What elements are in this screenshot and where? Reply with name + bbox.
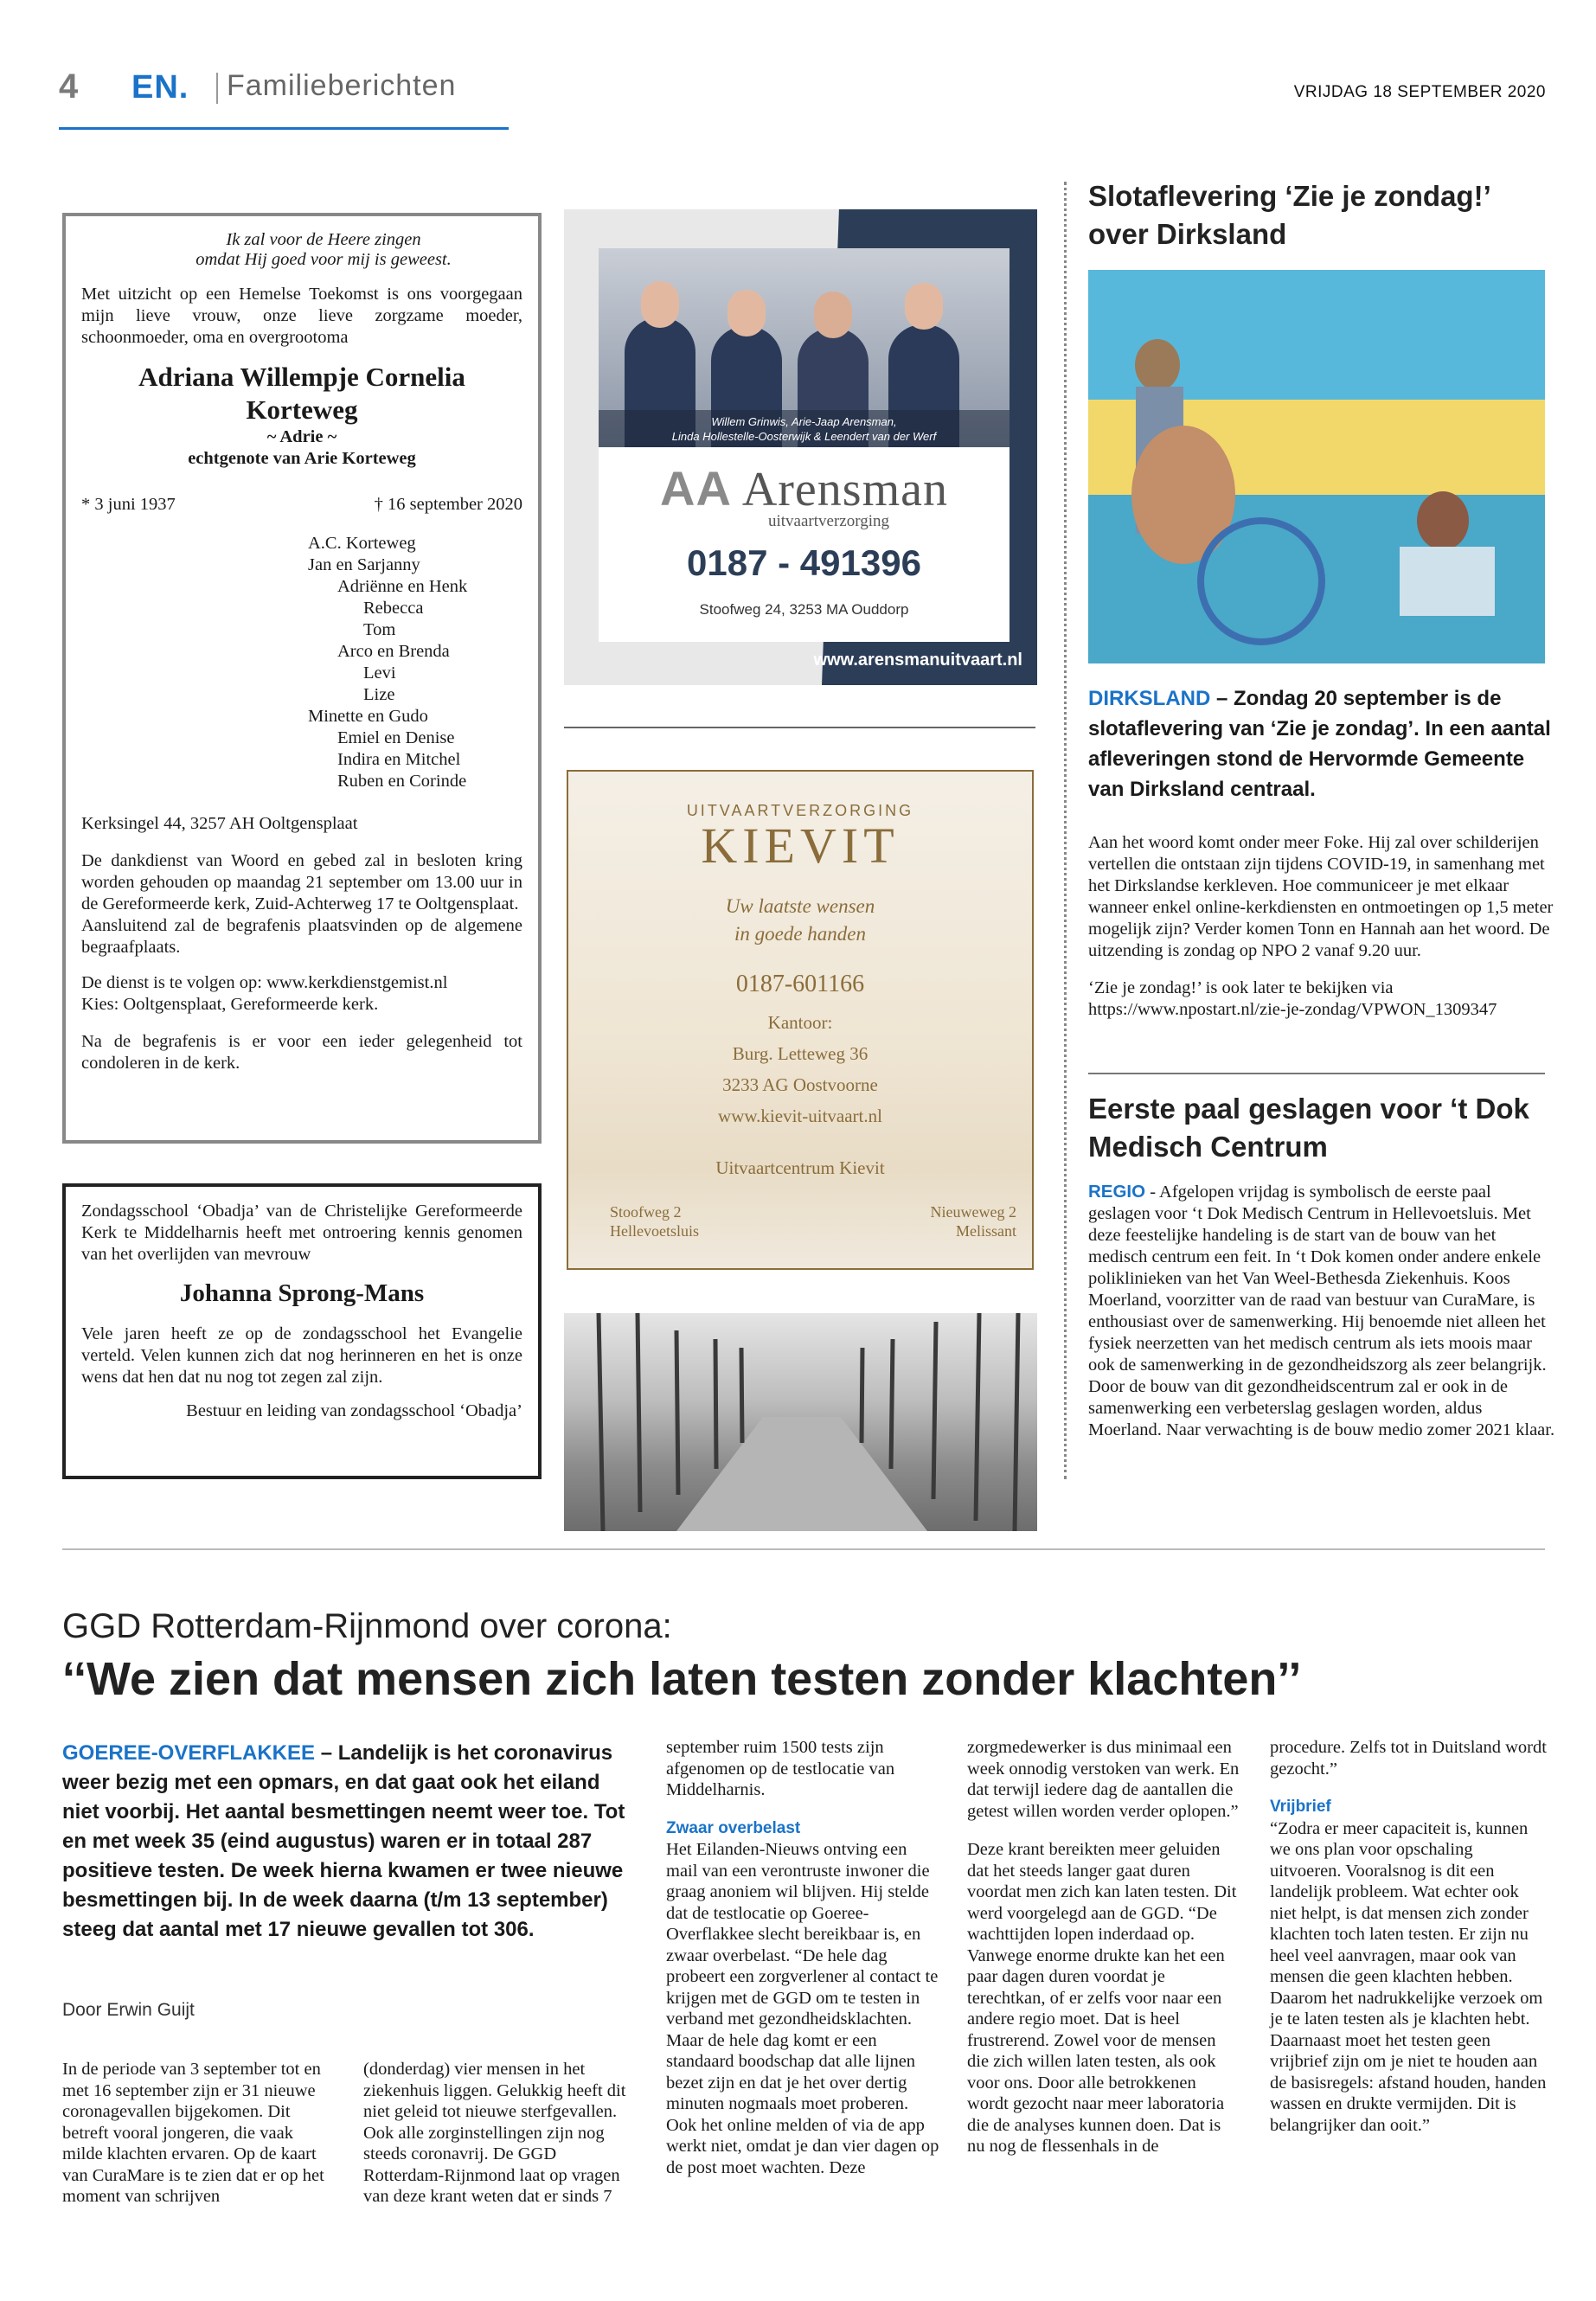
family-member: Emiel en Denise bbox=[337, 728, 455, 747]
article-body-dirksland bbox=[1088, 832, 1555, 1036]
notice2-body: Vele jaren heeft ze op de zondagsschool het Evangelie verteld. Velen kunnen zich dat nog herinneren en het is onze wens dat hen dat nu nog tot zegen zal zijn. bbox=[81, 1324, 522, 1387]
logo-text: Arensman bbox=[741, 463, 948, 516]
deceased-nickname: ~ Adrie ~ bbox=[266, 427, 337, 446]
notice-motto: Ik zal voor de Heere zingen omdat Hij goed voor mij is geweest. bbox=[195, 230, 452, 269]
ad-address: Stoofweg 24, 3253 MA Ouddorp bbox=[699, 601, 909, 618]
article-column-1: In de periode van 3 september tot en met 16 september zijn er 31 nieuwe coronagevallen bijgekomen. Dit betreft vooral jongeren, die vaak milde klachten ervaren. Op de kaart van CuraMare is te zien dat er op het moment van schrijven bbox=[62, 2060, 324, 2206]
article-rule bbox=[1088, 1073, 1545, 1074]
kievit-location-right: Nieuweweg 2 Melissant bbox=[930, 1203, 1016, 1240]
notice-burial: Aansluitend zal de begrafenis plaatsvinden op de algemene begraafplaats. bbox=[81, 916, 522, 957]
family-member: Ruben en Corinde bbox=[337, 772, 467, 791]
article-paragraph: ‘Zie je zondag!’ is ook later te bekijken via https://www.npostart.nl/zie-je-zondag/VPWON_1309347 bbox=[1088, 978, 1497, 1019]
family-list bbox=[308, 533, 522, 792]
byline: Door Erwin Guijt bbox=[62, 2000, 195, 2020]
dateline-dirksland: DIRKSLAND bbox=[1088, 687, 1211, 710]
person-head bbox=[905, 283, 943, 330]
article-lead-dirksland: DIRKSLAND – Zondag 20 september is de slotaflevering van ‘Zie je zondag’. In een aantal afleveringen stond de Hervormde Gemeente van Dirksland centraal. bbox=[1088, 687, 1551, 801]
painting-illustration bbox=[1088, 270, 1545, 663]
article-column-4: zorgmedewerker is dus minimaal een week onnodig verstoken van werk. En dat terwijl iedere dag de aantallen die getest willen worden verder oplopen.” Deze krant bereikten meer geluiden dat het steeds langer gaat duren voordat men zich kan laten testen. Dit werd voorgelegd aan de GGD. “De wachttijden lopen inderdaad op. Vanwege enorme drukte kan het een paar dagen duren voordat je terechtkan, of er zelfs voor naar een andere regio moet. Dat is heel frustrerend. Zowel voor de mensen die zich willen laten testen, als ook voor ons. Door alle betrokkenen wordt gezocht naar meer laboratoria die de analyses kunnen doen. Dat is nu nog de flessenhals in de bbox=[967, 1738, 1240, 2156]
kievit-location-left: Stoofweg 2 Hellevoetsluis bbox=[610, 1203, 699, 1240]
family-member: Levi bbox=[363, 663, 396, 683]
article-title-zie-je-zondag: Slotaflevering ‘Zie je zondag!’ over Dirksland bbox=[1088, 180, 1490, 250]
article-column-5: procedure. Zelfs tot in Duitsland wordt gezocht.” Vrijbrief “Zodra er meer capaciteit is, kunnen we ons plan voor opschaling uitvoeren. Vooralsnog is dit een landelijk probleem. Wat echter ook niet helpt, is dat mensen zich zonder klachten toch laten testen. Er zijn nu heel veel aanvragen, maar ook van mensen die geen klachten hebben. Daarom het nadrukkelijke verzoek om je te laten testen als je klachten hebt. Daarnaast moet het testen geen vrijbrief zijn om je niet te houden aan de basisregels: afstand houden, handen wassen en drukte vermijden. Dit is belangrijker dan ooit.” bbox=[1270, 1738, 1547, 2135]
painting-image bbox=[1088, 270, 1545, 663]
arensman-logo bbox=[599, 460, 1010, 517]
deceased-spouse: echtgenote van Arie Korteweg bbox=[188, 449, 416, 468]
person-head bbox=[641, 281, 679, 328]
family-member: Minette en Gudo bbox=[308, 707, 428, 726]
article-column-2: (donderdag) vier mensen in het ziekenhuis liggen. Gelukkig heeft dit niet geleid tot nieuwe sterfgevallen. Ook alle zorginstellingen zijn nog steeds coronavrij. De GGD Rotterdam-Rijnmond laat op vragen van deze krant weten dat er sinds 7 bbox=[363, 2060, 626, 2206]
person-head bbox=[727, 290, 766, 336]
notice-online: De dienst is te volgen op: www.kerkdienstgemist.nl bbox=[81, 973, 448, 992]
issue-date: VRIJDAG 18 SEPTEMBER 2020 bbox=[1293, 83, 1546, 101]
deceased-name: Adriana Willempje Cornelia Korteweg bbox=[138, 362, 465, 425]
family-member: Arco en Brenda bbox=[337, 642, 450, 661]
family-member: Jan en Sarjanny bbox=[308, 555, 420, 574]
forest-photo bbox=[564, 1313, 1037, 1531]
family-member: Adriënne en Henk bbox=[337, 577, 468, 596]
family-member: Rebecca bbox=[363, 599, 424, 618]
kievit-phone[interactable]: 0187-601166 bbox=[735, 971, 865, 997]
notice-online-choice: Kies: Ooltgensplaat, Gereformeerde kerk. bbox=[81, 995, 379, 1014]
notice2-signature: Bestuur en leiding van zondagsschool ‘Obadja’ bbox=[186, 1401, 522, 1420]
arensman-advertisement bbox=[564, 209, 1037, 685]
notice-intro: Met uitzicht op een Hemelse Toekomst is ons voorgegaan mijn lieve vrouw, onze lieve zorgzame moeder, schoonmoeder, oma en overgrootoma bbox=[81, 285, 522, 347]
death-date: † 16 september 2020 bbox=[374, 495, 522, 514]
subheading-vrijbrief: Vrijbrief bbox=[1270, 1798, 1331, 1816]
logo-subtitle: uitvaartverzorging bbox=[768, 512, 889, 530]
notice2-name: Johanna Sprong-Mans bbox=[179, 1279, 425, 1307]
header-rule bbox=[59, 127, 509, 130]
ad-phone[interactable]: 0187 - 491396 bbox=[687, 542, 921, 583]
subheading-zwaar-overbelast: Zwaar overbelast bbox=[666, 1818, 801, 1837]
kievit-office: Kantoor: Burg. Letteweg 36 3233 AG Oostvoorne www.kievit-uitvaart.nl bbox=[568, 1007, 1032, 1131]
birth-date: * 3 juni 1937 bbox=[81, 495, 176, 514]
article-body-t-dok: REGIO - Afgelopen vrijdag is symbolisch de eerste paal geslagen voor ‘t Dok Medisch Centrum in Hellevoetsluis. Met deze feestelijke handeling is de start van de bouw van het medisch centrum een feit. In ‘t Dok komen onder andere enkele poliklinieken van het Van Weel-Bethesda Ziekenhuis. Koos Moerland, voorzitter van de raad van bestuur van CuraMare, is enthousiast over de samenwerking. Hij benoemde niet alleen het fysiek neerzetten van het medisch centrum als iets moois maar ook de samenwerking in de gezondheidszorg als zeer belangrijk. Door de bouw van dit gezondheidscentrum zal er ook in de samenwerking een verbeterslag geslagen worden, aldus Moerland. Naar verwachting is de bouw medio zomer 2021 klaar. bbox=[1088, 1182, 1555, 1439]
notice-address: Kerksingel 44, 3257 AH Ooltgensplaat bbox=[81, 814, 358, 833]
family-member: Indira en Mitchel bbox=[337, 750, 461, 769]
dateline-goeree: GOEREE-OVERFLAKKEE bbox=[62, 1741, 316, 1765]
person-head bbox=[814, 292, 852, 338]
kievit-name: KIEVIT bbox=[701, 817, 900, 874]
section-rule bbox=[62, 1548, 1545, 1550]
family-member: A.C. Korteweg bbox=[308, 534, 416, 553]
column-divider bbox=[1064, 182, 1067, 1479]
article-column-3: september ruim 1500 tests zijn afgenomen op de testlocatie van Middelharnis. Zwaar overbelast Het Eilanden-Nieuws ontving een mail van een verontruste inwoner die graag anoniem wil blijven. Hij stelde dat de testlocatie op Goeree-Overflakkee slecht bereikbaar is, en zwaar overbelast. “De hele dag probeert een zorgverlener al contact te krijgen met de GGD om te testen in verband met gezondheidsklachten. Maar de hele dag komt er een standaard boodschap dat alle lijnen bezet zijn en dat je het over dertig minuten nogmaals moet proberen. Ook het online melden of via de app werkt niet, omdat je dan vier dagen op de post moet wachten. Deze bbox=[666, 1738, 939, 2177]
page-number: 4 bbox=[59, 67, 79, 106]
main-article-lead: GOEREE-OVERFLAKKEE – Landelijk is het coronavirus weer bezig met een opmars, en dat gaat ook het eiland niet voorbij. Het aantal besmettingen neemt weer toe. Tot en met week 35 (eind augustus) waren er in totaal 287 positieve testen. De week hierna kwamen er twee nieuwe besmettingen bij. In de week daarna (t/m 13 september) steeg dat aantal met 17 nieuwe gevallen tot 306. bbox=[62, 1741, 625, 1941]
notice-service: De dankdienst van Woord en gebed zal in besloten kring worden gehouden op maandag 21 september om 13.00 uur in de Gereformeerde kerk, Zuid-Achterweg 17 te Ooltgensplaat. bbox=[81, 851, 522, 913]
ad-url-link[interactable]: www.arensmanuitvaart.nl bbox=[813, 651, 1022, 670]
main-article-headline: ‘‘We zien dat mensen zich laten testen zonder klachten’’ bbox=[62, 1653, 1302, 1705]
kievit-url-link[interactable]: www.kievit-uitvaart.nl bbox=[718, 1106, 882, 1126]
photo-caption: Willem Grinwis, Arie-Jaap Arensman, Linda Hollestelle-Oosterwijk & Leendert van der Werf bbox=[599, 410, 1010, 447]
dateline-regio: REGIO bbox=[1088, 1182, 1146, 1202]
article-paragraph: Aan het woord komt onder meer Foke. Hij zal over schilderijen vertellen die ontstaan zijn tijdens COVID-19, in samenhang met het Dirkslandse kerkleven. Hoe communiceer je met elkaar wanneer enkel online-kerkdiensten en ontmoetingen op 1,5 meter mogelijk zijn? Verder komen Tonn en Hannah aan het woord. De uitzending is zondag op NPO 2 vanaf 9.20 uur. bbox=[1088, 833, 1554, 960]
main-article-kicker: GGD Rotterdam-Rijnmond over corona: bbox=[62, 1607, 672, 1645]
section-title: Familieberichten bbox=[227, 69, 457, 102]
kievit-center: Uitvaartcentrum Kievit bbox=[715, 1157, 885, 1178]
obituary-notice-sprong-mans bbox=[62, 1183, 542, 1479]
article-title-t-dok: Eerste paal geslagen voor ‘t Dok Medisch Centrum bbox=[1088, 1093, 1529, 1163]
family-member: Tom bbox=[363, 620, 396, 639]
notice2-intro: Zondagsschool ‘Obadja’ van de Christelijke Gereformeerde Kerk te Middelharnis heeft met ontroering kennis genomen van het overlijden van mevrouw bbox=[81, 1202, 522, 1264]
logo-mark: AA bbox=[660, 461, 732, 516]
obituary-notice-korteweg bbox=[62, 213, 542, 1144]
forest-illustration bbox=[564, 1313, 1037, 1531]
column-rule bbox=[564, 727, 1035, 728]
family-member: Lize bbox=[363, 685, 395, 704]
newspaper-logo: EN. bbox=[131, 69, 189, 106]
life-dates bbox=[81, 494, 522, 516]
kievit-tagline: UITVAARTVERZORGING bbox=[686, 802, 914, 819]
kievit-slogan: Uw laatste wensen in goede handen bbox=[725, 895, 875, 945]
header-divider bbox=[216, 73, 218, 104]
notice-condolence: Na de begrafenis is er voor een ieder gelegenheid tot condoleren in de kerk. bbox=[81, 1032, 522, 1073]
kievit-advertisement bbox=[567, 770, 1034, 1270]
